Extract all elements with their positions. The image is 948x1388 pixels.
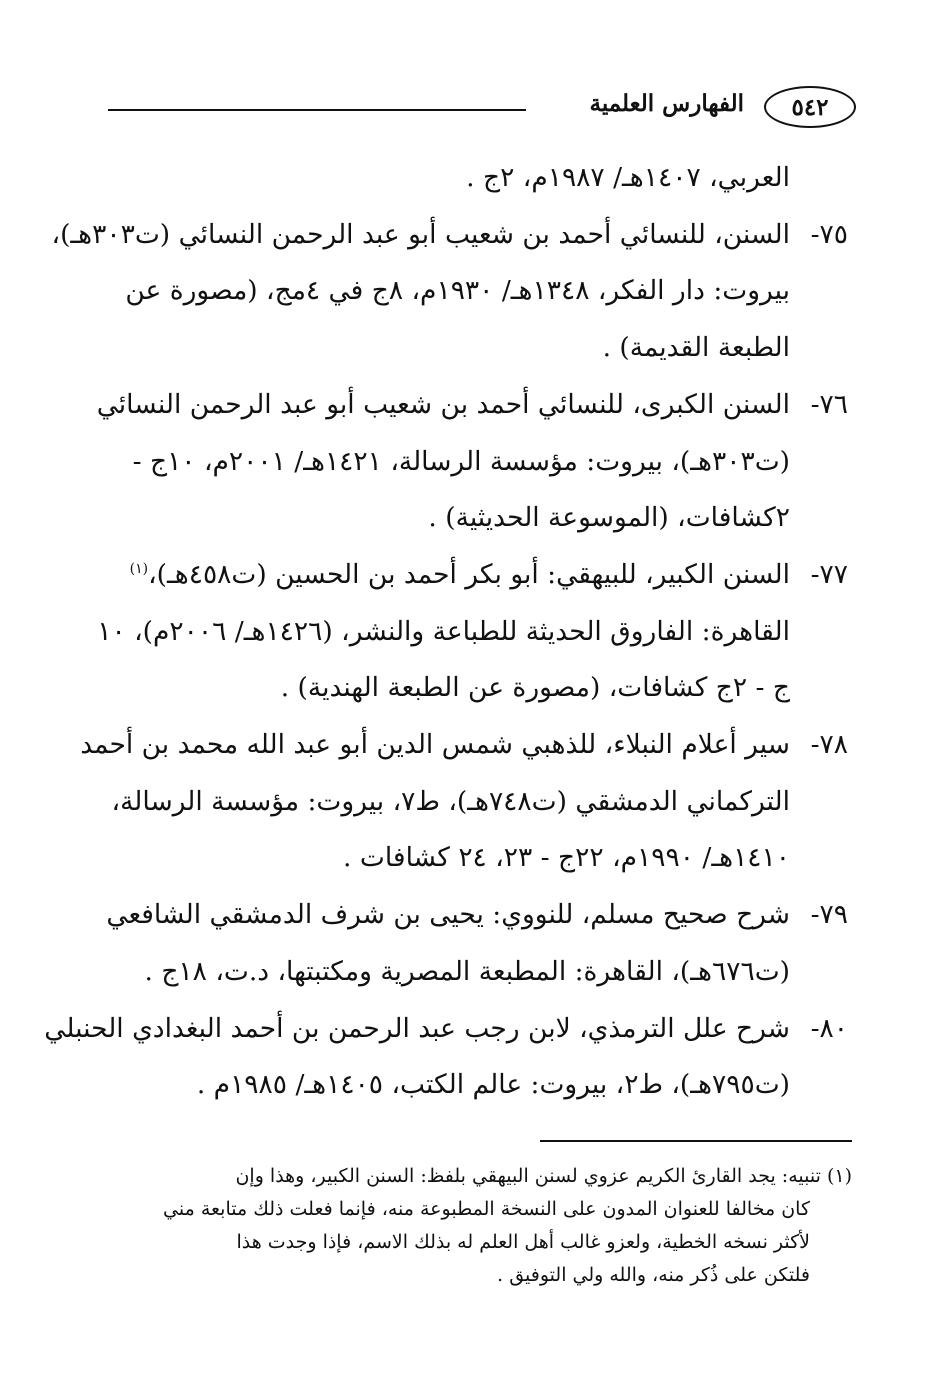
- bibliography-entry-75: [51, 207, 848, 377]
- entry-line: القاهرة: الفاروق الحديثة للطباعة والنشر، (١٤٢٦هـ/ ٢٠٠٦م)، ١٠: [97, 615, 790, 647]
- bibliography-entry-78: [80, 717, 848, 887]
- entry-number: ٧٩-: [810, 899, 848, 931]
- entry-number: ٨٠-: [810, 1012, 848, 1044]
- entry-line: ج - ٢ج كشافات، (مصورة عن الطبعة الهندية) .: [280, 672, 790, 704]
- entry-line: ٧٧-السنن الكبير، للبيهقي: أبو بكر أحمد بن الحسين (ت٤٥٨هـ)،$^{(١)}$: [108, 547, 848, 604]
- entry-number: ٧٥-: [810, 218, 848, 250]
- footnotes: [108, 1160, 852, 1292]
- entry-line: التركماني الدمشقي (ت٧٤٨هـ)، ط٧، بيروت: مؤسسة الرسالة،: [111, 785, 790, 817]
- entry-number: ٧٧-: [810, 558, 848, 590]
- entry-number: ٧٨-: [810, 729, 848, 761]
- bibliography-entry-76: [96, 377, 848, 547]
- entry-line: ٧٩-شرح صحيح مسلم، للنووي: يحيى بن شرف الدمشقي الشافعي: [108, 887, 848, 944]
- footnote-separator: [540, 1140, 852, 1142]
- footnote-line: فلتكن على ذُكر منه، والله ولي التوفيق .: [497, 1264, 810, 1286]
- footnote-line: (١) تنبيه: يجد القارئ الكريم عزوي لسنن البيهقي بلفظ: السنن الكبير، وهذا وإن: [235, 1165, 852, 1187]
- entry-line: ٧٥-السنن، للنسائي أحمد بن شعيب أبو عبد الرحمن النسائي (ت٣٠٣هـ)،: [108, 207, 848, 264]
- footnote-line: لأكثر نسخه الخطية، ولعزو غالب أهل العلم له بذلك الاسم، فإذا وجدت هذا: [236, 1231, 810, 1253]
- bibliography-entry-79: [108, 887, 848, 1000]
- page-header: [108, 86, 856, 136]
- bibliography-list: [44, 150, 848, 1114]
- header-rule: [108, 109, 526, 111]
- entry-line: ٢كشافات، (الموسوعة الحديثية) .: [428, 502, 790, 534]
- entry-line: ٨٠-شرح علل الترمذي، لابن رجب عبد الرحمن بن أحمد البغدادي الحنبلي: [108, 1001, 848, 1058]
- entry-number: ٧٦-: [810, 388, 848, 420]
- footnote-1: [108, 1160, 852, 1292]
- entry-line: ٧٦-السنن الكبرى، للنسائي أحمد بن شعيب أبو عبد الرحمن النسائي: [108, 377, 848, 434]
- entry-line: بيروت: دار الفكر، ١٣٤٨هـ/ ١٩٣٠م، ٨ج في ٤مج، (مصورة عن: [125, 275, 790, 307]
- entry-line: ٧٨-سير أعلام النبلاء، للذهبي شمس الدين أبو عبد الله محمد بن أحمد: [108, 717, 848, 774]
- entry-line: العربي، ١٤٠٧هـ/ ١٩٨٧م، ٢ج .: [466, 162, 790, 193]
- bibliography-entry-80: [44, 1001, 848, 1114]
- entry-line: ١٤١٠هـ/ ١٩٩٠م، ٢٢ج - ٢٣، ٢٤ كشافات .: [343, 842, 790, 874]
- footnote-reference[interactable]: (١): [129, 561, 149, 578]
- entry-line: الطبعة القديمة) .: [602, 332, 790, 364]
- footnote-line: كان مخالفا للعنوان المدون على النسخة المطبوعة منه، فإنما فعلت ذلك متابعة مني: [163, 1198, 810, 1220]
- footnote-marker: (١): [826, 1165, 852, 1187]
- continued-entry: [108, 150, 848, 207]
- bibliography-entry-77: [97, 547, 848, 717]
- running-title: الفهارس العلمية: [589, 90, 744, 117]
- page-number-badge: [764, 86, 856, 128]
- entry-line: (ت٧٩٥هـ)، ط٢، بيروت: عالم الكتب، ١٤٠٥هـ/ ١٩٨٥م .: [196, 1069, 790, 1101]
- entry-line: (ت٣٠٣هـ)، بيروت: مؤسسة الرسالة، ١٤٢١هـ/ ٢٠٠١م، ١٠ج -: [132, 445, 790, 477]
- entry-line: (ت٦٧٦هـ)، القاهرة: المطبعة المصرية ومكتبتها، د.ت، ١٨ج .: [144, 955, 790, 987]
- page-number: ٥٤٢: [791, 93, 829, 121]
